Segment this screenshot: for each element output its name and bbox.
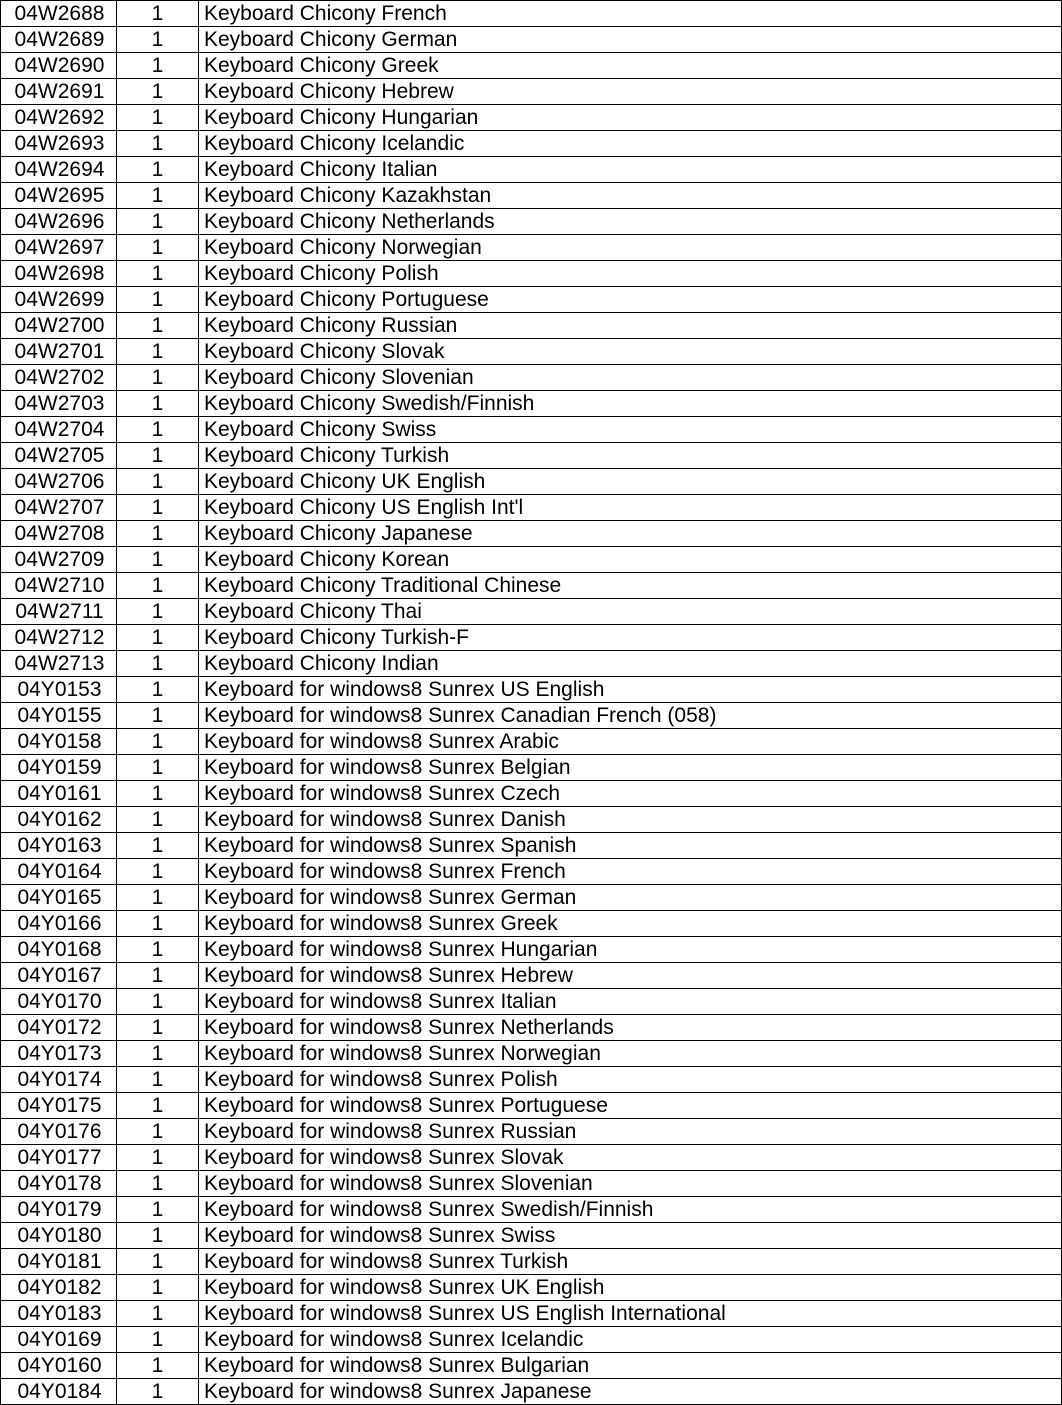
table-row [1,443,1062,469]
description-cell: Keyboard for windows8 Sunrex Hungarian [199,937,1062,963]
table-row [1,1275,1062,1301]
part-number-cell: 04Y0161 [1,781,117,807]
part-number-cell: 04Y0164 [1,859,117,885]
description-cell: Keyboard Chicony Icelandic [199,131,1062,157]
description-cell: Keyboard for windows8 Sunrex Spanish [199,833,1062,859]
description-cell: Keyboard for windows8 Sunrex Portuguese [199,1093,1062,1119]
part-number-cell: 04W2698 [1,261,117,287]
quantity-cell: 1 [117,469,199,495]
parts-table-body [1,1,1062,1405]
part-number-cell: 04W2706 [1,469,117,495]
quantity-cell: 1 [117,1379,199,1405]
quantity-cell: 1 [117,183,199,209]
table-row [1,547,1062,573]
quantity-cell: 1 [117,599,199,625]
quantity-cell: 1 [117,651,199,677]
part-number-cell: 04Y0180 [1,1223,117,1249]
description-cell: Keyboard Chicony US English Int'l [199,495,1062,521]
description-cell: Keyboard for windows8 Sunrex Danish [199,807,1062,833]
quantity-cell: 1 [117,781,199,807]
description-cell: Keyboard Chicony Swedish/Finnish [199,391,1062,417]
part-number-cell: 04Y0165 [1,885,117,911]
part-number-cell: 04W2693 [1,131,117,157]
quantity-cell: 1 [117,1223,199,1249]
table-row [1,521,1062,547]
description-cell: Keyboard for windows8 Sunrex Bulgarian [199,1353,1062,1379]
table-row [1,391,1062,417]
description-cell: Keyboard for windows8 Sunrex Hebrew [199,963,1062,989]
quantity-cell: 1 [117,1249,199,1275]
quantity-cell: 1 [117,209,199,235]
table-row [1,729,1062,755]
quantity-cell: 1 [117,1093,199,1119]
table-row [1,1015,1062,1041]
quantity-cell: 1 [117,391,199,417]
quantity-cell: 1 [117,547,199,573]
part-number-cell: 04W2712 [1,625,117,651]
description-cell: Keyboard for windows8 Sunrex Icelandic [199,1327,1062,1353]
table-row [1,157,1062,183]
description-cell: Keyboard Chicony French [199,1,1062,27]
description-cell: Keyboard Chicony Slovenian [199,365,1062,391]
quantity-cell: 1 [117,937,199,963]
table-row [1,287,1062,313]
part-number-cell: 04Y0169 [1,1327,117,1353]
table-row [1,833,1062,859]
part-number-cell: 04Y0172 [1,1015,117,1041]
table-row [1,1119,1062,1145]
description-cell: Keyboard Chicony Traditional Chinese [199,573,1062,599]
part-number-cell: 04W2708 [1,521,117,547]
table-row [1,677,1062,703]
part-number-cell: 04W2710 [1,573,117,599]
description-cell: Keyboard for windows8 Sunrex Czech [199,781,1062,807]
part-number-cell: 04W2701 [1,339,117,365]
description-cell: Keyboard Chicony Korean [199,547,1062,573]
description-cell: Keyboard for windows8 Sunrex UK English [199,1275,1062,1301]
part-number-cell: 04Y0163 [1,833,117,859]
part-number-cell: 04W2689 [1,27,117,53]
quantity-cell: 1 [117,703,199,729]
quantity-cell: 1 [117,417,199,443]
quantity-cell: 1 [117,521,199,547]
quantity-cell: 1 [117,1067,199,1093]
description-cell: Keyboard for windows8 Sunrex German [199,885,1062,911]
table-row [1,1171,1062,1197]
quantity-cell: 1 [117,755,199,781]
description-cell: Keyboard Chicony Kazakhstan [199,183,1062,209]
quantity-cell: 1 [117,859,199,885]
table-row [1,339,1062,365]
quantity-cell: 1 [117,365,199,391]
table-row [1,885,1062,911]
part-number-cell: 04Y0181 [1,1249,117,1275]
quantity-cell: 1 [117,79,199,105]
description-cell: Keyboard Chicony Japanese [199,521,1062,547]
table-row [1,989,1062,1015]
quantity-cell: 1 [117,1171,199,1197]
part-number-cell: 04Y0183 [1,1301,117,1327]
quantity-cell: 1 [117,1197,199,1223]
table-row [1,53,1062,79]
quantity-cell: 1 [117,313,199,339]
part-number-cell: 04W2694 [1,157,117,183]
quantity-cell: 1 [117,625,199,651]
description-cell: Keyboard Chicony Italian [199,157,1062,183]
quantity-cell: 1 [117,53,199,79]
quantity-cell: 1 [117,157,199,183]
description-cell: Keyboard Chicony UK English [199,469,1062,495]
part-number-cell: 04Y0155 [1,703,117,729]
part-number-cell: 04W2690 [1,53,117,79]
table-row [1,209,1062,235]
description-cell: Keyboard Chicony Russian [199,313,1062,339]
part-number-cell: 04W2704 [1,417,117,443]
part-number-cell: 04W2709 [1,547,117,573]
quantity-cell: 1 [117,235,199,261]
part-number-cell: 04W2705 [1,443,117,469]
table-row [1,807,1062,833]
table-row [1,1197,1062,1223]
part-number-cell: 04Y0167 [1,963,117,989]
description-cell: Keyboard for windows8 Sunrex Canadian French (058) [199,703,1062,729]
part-number-cell: 04W2692 [1,105,117,131]
description-cell: Keyboard Chicony Greek [199,53,1062,79]
description-cell: Keyboard Chicony Netherlands [199,209,1062,235]
quantity-cell: 1 [117,287,199,313]
table-row [1,703,1062,729]
part-number-cell: 04Y0153 [1,677,117,703]
description-cell: Keyboard Chicony Turkish [199,443,1062,469]
part-number-cell: 04W2691 [1,79,117,105]
quantity-cell: 1 [117,27,199,53]
part-number-cell: 04W2699 [1,287,117,313]
table-row [1,79,1062,105]
table-row [1,27,1062,53]
part-number-cell: 04Y0177 [1,1145,117,1171]
description-cell: Keyboard for windows8 Sunrex Polish [199,1067,1062,1093]
quantity-cell: 1 [117,1119,199,1145]
quantity-cell: 1 [117,1353,199,1379]
description-cell: Keyboard for windows8 Sunrex French [199,859,1062,885]
description-cell: Keyboard Chicony Portuguese [199,287,1062,313]
quantity-cell: 1 [117,677,199,703]
description-cell: Keyboard Chicony Slovak [199,339,1062,365]
table-row [1,625,1062,651]
part-number-cell: 04W2707 [1,495,117,521]
table-row [1,1041,1062,1067]
description-cell: Keyboard for windows8 Sunrex Russian [199,1119,1062,1145]
part-number-cell: 04Y0175 [1,1093,117,1119]
table-row [1,235,1062,261]
quantity-cell: 1 [117,807,199,833]
table-row [1,1223,1062,1249]
table-row [1,417,1062,443]
table-row [1,1249,1062,1275]
table-row [1,105,1062,131]
table-row [1,937,1062,963]
quantity-cell: 1 [117,131,199,157]
part-number-cell: 04Y0182 [1,1275,117,1301]
quantity-cell: 1 [117,1275,199,1301]
quantity-cell: 1 [117,729,199,755]
part-number-cell: 04Y0166 [1,911,117,937]
quantity-cell: 1 [117,911,199,937]
part-number-cell: 04W2696 [1,209,117,235]
part-number-cell: 04Y0176 [1,1119,117,1145]
table-row [1,261,1062,287]
part-number-cell: 04Y0170 [1,989,117,1015]
part-number-cell: 04W2711 [1,599,117,625]
description-cell: Keyboard for windows8 Sunrex Slovak [199,1145,1062,1171]
table-row [1,495,1062,521]
quantity-cell: 1 [117,1,199,27]
part-number-cell: 04W2702 [1,365,117,391]
part-number-cell: 04Y0160 [1,1353,117,1379]
table-row [1,469,1062,495]
description-cell: Keyboard for windows8 Sunrex Belgian [199,755,1062,781]
quantity-cell: 1 [117,989,199,1015]
table-row [1,365,1062,391]
part-number-cell: 04Y0159 [1,755,117,781]
description-cell: Keyboard for windows8 Sunrex Greek [199,911,1062,937]
description-cell: Keyboard for windows8 Sunrex Norwegian [199,1041,1062,1067]
description-cell: Keyboard for windows8 Sunrex Italian [199,989,1062,1015]
quantity-cell: 1 [117,1015,199,1041]
quantity-cell: 1 [117,1327,199,1353]
table-row [1,1327,1062,1353]
quantity-cell: 1 [117,885,199,911]
table-row [1,1,1062,27]
table-row [1,755,1062,781]
table-row [1,313,1062,339]
quantity-cell: 1 [117,573,199,599]
description-cell: Keyboard for windows8 Sunrex Turkish [199,1249,1062,1275]
part-number-cell: 04W2695 [1,183,117,209]
table-row [1,131,1062,157]
table-row [1,859,1062,885]
part-number-cell: 04Y0158 [1,729,117,755]
description-cell: Keyboard Chicony Hungarian [199,105,1062,131]
description-cell: Keyboard for windows8 Sunrex US English [199,677,1062,703]
description-cell: Keyboard for windows8 Sunrex Swiss [199,1223,1062,1249]
part-number-cell: 04W2688 [1,1,117,27]
table-row [1,1379,1062,1405]
description-cell: Keyboard Chicony German [199,27,1062,53]
table-row [1,1067,1062,1093]
table-row [1,911,1062,937]
description-cell: Keyboard for windows8 Sunrex Arabic [199,729,1062,755]
part-number-cell: 04Y0184 [1,1379,117,1405]
quantity-cell: 1 [117,339,199,365]
description-cell: Keyboard Chicony Norwegian [199,235,1062,261]
table-row [1,781,1062,807]
table-row [1,1093,1062,1119]
part-number-cell: 04W2713 [1,651,117,677]
description-cell: Keyboard for windows8 Sunrex Slovenian [199,1171,1062,1197]
description-cell: Keyboard Chicony Thai [199,599,1062,625]
table-row [1,183,1062,209]
quantity-cell: 1 [117,105,199,131]
part-number-cell: 04Y0174 [1,1067,117,1093]
description-cell: Keyboard for windows8 Sunrex Netherlands [199,1015,1062,1041]
part-number-cell: 04Y0179 [1,1197,117,1223]
quantity-cell: 1 [117,261,199,287]
description-cell: Keyboard Chicony Hebrew [199,79,1062,105]
quantity-cell: 1 [117,443,199,469]
description-cell: Keyboard for windows8 Sunrex Swedish/Finnish [199,1197,1062,1223]
table-row [1,573,1062,599]
table-row [1,599,1062,625]
description-cell: Keyboard Chicony Turkish-F [199,625,1062,651]
quantity-cell: 1 [117,833,199,859]
part-number-cell: 04Y0173 [1,1041,117,1067]
description-cell: Keyboard Chicony Polish [199,261,1062,287]
part-number-cell: 04Y0168 [1,937,117,963]
quantity-cell: 1 [117,495,199,521]
table-row [1,963,1062,989]
quantity-cell: 1 [117,1145,199,1171]
table-row [1,1353,1062,1379]
table-row [1,651,1062,677]
quantity-cell: 1 [117,963,199,989]
part-number-cell: 04W2697 [1,235,117,261]
part-number-cell: 04W2703 [1,391,117,417]
description-cell: Keyboard for windows8 Sunrex US English International [199,1301,1062,1327]
quantity-cell: 1 [117,1301,199,1327]
description-cell: Keyboard Chicony Swiss [199,417,1062,443]
quantity-cell: 1 [117,1041,199,1067]
part-number-cell: 04W2700 [1,313,117,339]
part-number-cell: 04Y0178 [1,1171,117,1197]
table-row [1,1301,1062,1327]
part-number-cell: 04Y0162 [1,807,117,833]
description-cell: Keyboard Chicony Indian [199,651,1062,677]
description-cell: Keyboard for windows8 Sunrex Japanese [199,1379,1062,1405]
table-row [1,1145,1062,1171]
